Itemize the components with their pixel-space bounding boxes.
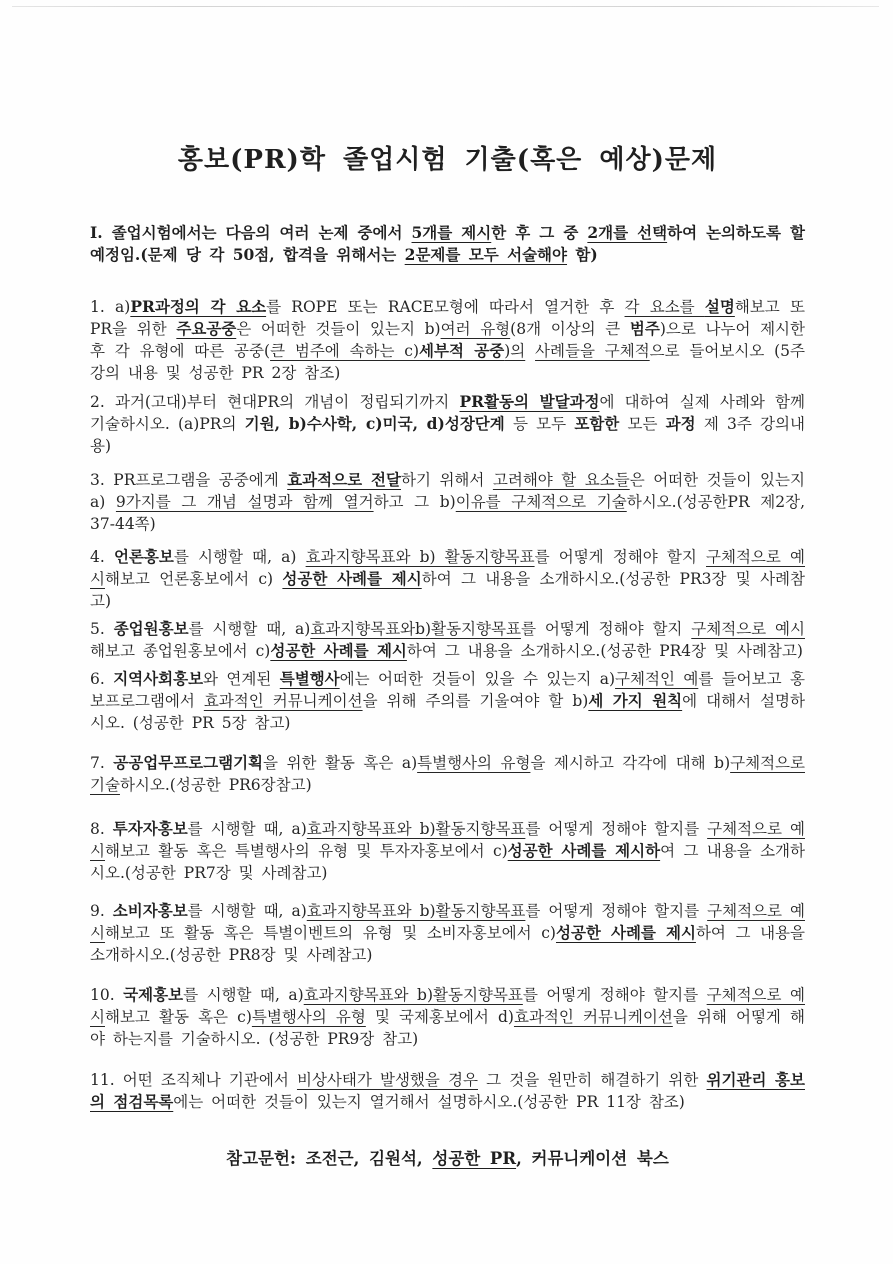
text-segment: 제 3주 강의내용)	[90, 414, 806, 455]
text-segment: 한 후 그 중	[491, 222, 588, 242]
text-segment: 하여 그 내용을 소개하시오.(성공한 PR3장 및 사례참고)	[90, 569, 805, 610]
text-segment: 1. a)	[90, 297, 131, 316]
text-segment: 를 어떻게 정해야 할지를	[522, 985, 707, 1004]
exam-instructions-paragraph	[90, 222, 805, 266]
text-segment: 함)	[567, 244, 598, 264]
text-segment: 하여 논의하도록 할 예정임.(문제 당 각 50점, 합격을 위해서는	[90, 222, 805, 264]
question-list	[90, 296, 805, 1113]
text-segment: 비상사태가 발생했을 경우	[296, 1070, 478, 1089]
text-segment: 효과적인 커뮤니케이션	[203, 691, 363, 710]
text-segment: 성공한 사례를 제시	[555, 922, 696, 942]
text-segment: 모든	[619, 414, 666, 433]
text-segment: 각 요소를	[624, 297, 705, 316]
text-segment: 2문제를 모두 서술해야	[404, 244, 568, 264]
document-content	[0, 144, 893, 1171]
text-segment: 를 시행할 때, a)	[188, 619, 311, 638]
question-2	[90, 391, 805, 457]
text-segment: 를 ROPE 또는 RACE모형에 따라서 열거한 후	[266, 297, 625, 316]
text-segment: 효과지향목표와 b)활동지향목표	[303, 985, 523, 1004]
text-segment: 를 시행할 때, a)	[173, 547, 306, 566]
text-segment: 은 어떠한 것들이 있는지 b)	[236, 319, 441, 338]
reference-line	[90, 1147, 805, 1171]
text-segment: 세부적 공중	[419, 340, 505, 360]
text-segment: 를 어떻게 정해야 할지	[520, 619, 692, 638]
text-segment: )의	[504, 341, 526, 360]
text-segment: 효과지향목표와 b)활동지향목표	[306, 819, 526, 838]
text-segment: 성공한 사례를 제시	[282, 568, 422, 588]
text-segment: 를 시행할 때, a)	[187, 901, 307, 920]
text-segment: 성공한 사례를 제시	[270, 640, 407, 660]
text-segment: 를 들어보고 홍보프로그램에서	[90, 669, 805, 710]
question-9	[90, 900, 805, 966]
text-segment: 참고문헌: 조전근, 김원석,	[226, 1148, 433, 1168]
text-segment: 국제홍보	[123, 984, 184, 1004]
text-segment	[525, 342, 535, 360]
text-segment: 포함한	[574, 413, 620, 433]
text-segment: (8개 이상의 큰	[510, 319, 630, 338]
text-segment: 를 어떻게 정해야 할지를	[525, 901, 708, 920]
text-segment: 하여 그 내용을 소개하시오.(성공한 PR8장 및 사례참고)	[90, 923, 806, 964]
text-segment: 에는 어떠한 것들이 있을 수 있는지 a)	[339, 669, 616, 688]
text-segment: 및 국제홍보에서 d)	[365, 1007, 514, 1026]
text-segment: 주요공중	[176, 318, 237, 338]
text-segment: 여러 유형	[440, 319, 511, 338]
text-segment: 지역사회홍보	[113, 668, 204, 688]
text-segment: 여 그 내용을 소개하시오.(성공한 PR7장 및 사례참고)	[90, 841, 805, 882]
text-segment: 를 어떻게 정해야 할지를	[525, 819, 708, 838]
text-segment: 큰 범주에 속하는 c)	[270, 341, 420, 360]
text-segment: I. 졸업시험에서는 다음의 여러 논제 중에서	[90, 222, 412, 242]
text-segment: 해보고 또 활동 혹은 특별이벤트의 유형 및 소비자홍보에서 c)	[104, 923, 556, 942]
text-segment: 5개를 제시	[411, 222, 492, 242]
text-segment: 성공한 사례를 제시하	[507, 840, 661, 860]
text-segment: 와 연계된	[203, 669, 280, 688]
text-segment: PR과정의 각 요소	[130, 296, 267, 316]
question-11	[90, 1069, 805, 1113]
text-segment: 하기 위해서	[400, 470, 493, 489]
text-segment: 종업원홍보	[113, 618, 189, 638]
text-segment: 언론홍보	[113, 546, 174, 566]
question-5	[90, 618, 805, 662]
text-segment: 8.	[90, 819, 113, 838]
text-segment: 을 위해 어떻게 해야 하는지를 기술하시오. (성공한 PR9장 참고)	[90, 1007, 805, 1048]
text-segment: 5.	[90, 619, 114, 638]
text-segment: 해보고 언론홍보에서 c)	[104, 569, 283, 588]
text-segment: 투자자홍보	[112, 818, 188, 838]
text-segment: , 커뮤니케이션 북스	[516, 1148, 669, 1168]
question-7	[90, 752, 805, 796]
document-title: 홍보(PR)학 졸업시험 기출(혹은 예상)문제	[177, 145, 718, 175]
text-segment: 이유를 구체적으로 기술	[455, 492, 627, 511]
text-segment: 하시오.(성공한PR 제2장, 37-44쪽)	[90, 492, 806, 533]
text-segment: 특별행사	[279, 668, 340, 688]
text-segment: 를 시행할 때, a)	[183, 985, 304, 1004]
text-segment: 특별행사의 유형	[417, 753, 531, 772]
text-segment: )으로 나누어 제시한 후 각 유형에 따른 공중(	[90, 319, 806, 360]
text-segment: 10.	[90, 985, 124, 1004]
text-segment: 에 대해서 설명하시오. (성공한 PR 5장 참고)	[90, 691, 805, 732]
text-segment: 효과지향목표와 b) 활동지향목표	[305, 547, 535, 566]
text-segment: 7.	[90, 753, 114, 772]
text-segment: 으로 들어보시오 (5주 강의 내용 및 성공한 PR 2장 참조)	[90, 341, 805, 382]
text-segment: 구체적으로 예시	[90, 547, 806, 588]
text-segment: 해보고 종업원홍보에서 c)	[90, 641, 271, 660]
text-segment: 구체적으로 기술	[90, 753, 805, 794]
text-segment: 구체적으로 예시	[691, 619, 805, 638]
text-segment: 위기관리 홍보의 점검목록	[90, 1069, 805, 1111]
text-segment: 를 시행할 때, a)	[187, 819, 307, 838]
text-segment: 효과적으로 전달	[287, 469, 401, 489]
question-6	[90, 668, 805, 734]
text-segment: 에 대하여 실제 사례와 함께 기술하시오. (a)PR의	[90, 392, 805, 433]
text-segment: 3. PR프로그램을 공중에게	[90, 470, 288, 489]
text-segment: 하시오.(성공한 PR6장참고)	[119, 775, 312, 794]
text-segment: 성공한 PR	[432, 1148, 517, 1168]
text-segment: 하여 그 내용을 소개하시오.(성공한 PR4장 및 사례참고)	[406, 641, 803, 660]
question-8	[90, 818, 805, 884]
text-segment: 11. 어떤 조직체나 기관에서	[90, 1070, 297, 1089]
text-segment: 과정	[665, 413, 696, 433]
text-segment: 설명	[704, 296, 735, 316]
text-segment: 9가지를 그 개념 설명과 함께 열거	[115, 492, 374, 511]
text-segment: 등 모두	[504, 414, 575, 433]
text-segment: 특별행사의 유형	[251, 1007, 366, 1026]
text-segment: 9.	[90, 901, 113, 920]
text-segment: 해보고 활동 혹은 특별행사의 유형 및 투자자홍보에서 c)	[104, 841, 508, 860]
text-segment: 2개를 선택	[587, 222, 668, 242]
question-3	[90, 469, 805, 535]
text-segment: 소비자홍보	[112, 900, 188, 920]
text-segment: 를 어떻게 정해야 할지	[534, 547, 706, 566]
text-segment: 은 어떠한 것들이 있는지 a)	[90, 470, 805, 511]
question-10	[90, 984, 805, 1050]
text-segment: 을 위해 주의를 기울여야 할 b)	[362, 691, 589, 710]
text-segment: 해보고 또 PR을 위한	[90, 297, 805, 338]
scan-artifact-line	[12, 6, 879, 7]
text-segment: 기원, b)수사학, c)미국, d)성장단계	[244, 413, 505, 433]
text-segment: 2. 과거(고대)부터 현대PR의 개념이 정립되기까지	[90, 392, 460, 411]
text-segment: 효과지향목표와b)활동지향목표	[310, 619, 521, 638]
text-segment: 구체적으로 예시	[90, 985, 805, 1026]
text-segment: 범주	[629, 318, 660, 338]
text-segment: 을 제시하고 각각에 대해 b)	[530, 753, 731, 772]
text-segment: 그 것을 원만히 해결하기 위한	[477, 1070, 707, 1089]
text-segment: 효과지향목표와 b)활동지향목표	[306, 901, 526, 920]
text-segment: 구체적으로 예시	[90, 901, 805, 942]
text-segment: 세 가지 원칙	[588, 690, 683, 710]
text-segment: 효과적인 커뮤니케이션	[513, 1007, 673, 1026]
text-segment: 고려해야 할 요소들	[492, 470, 630, 489]
text-segment: PR활동의 발달과정	[459, 391, 600, 411]
text-segment: 에는 어떠한 것들이 있는지 열거해서 설명하시오.(성공한 PR 11장 참조)	[173, 1092, 685, 1111]
text-segment: 구체적으로 예시	[90, 819, 805, 860]
text-segment: 공공업무프로그램기획	[113, 752, 264, 772]
text-segment: 하고 그 b)	[373, 492, 456, 511]
question-4	[90, 546, 805, 612]
text-segment: 4.	[90, 547, 114, 566]
text-segment: 을 위한 활동 혹은 a)	[263, 753, 418, 772]
text-segment: 사례들을 구체적	[535, 341, 650, 360]
text-segment: 해보고 활동 혹은 c)	[104, 1007, 252, 1026]
text-segment: 구체적인 예	[615, 669, 699, 688]
text-segment: 6.	[90, 669, 114, 688]
question-1	[90, 296, 805, 384]
